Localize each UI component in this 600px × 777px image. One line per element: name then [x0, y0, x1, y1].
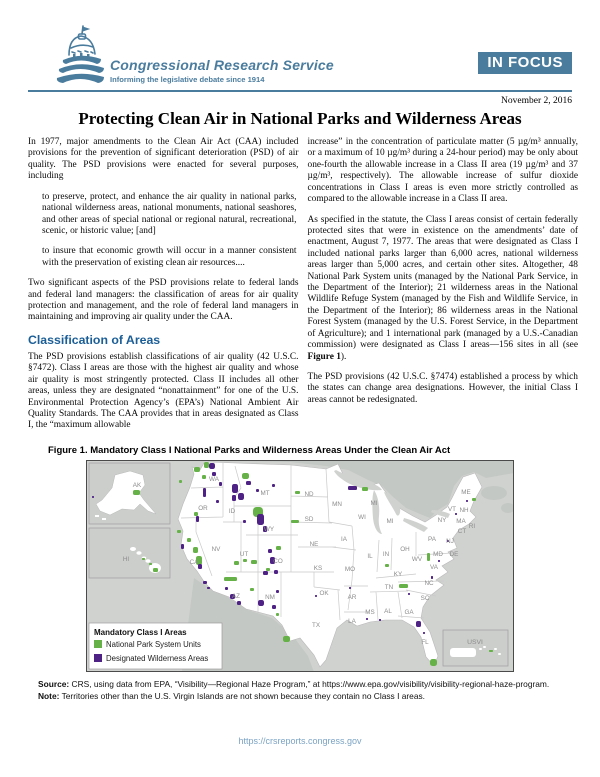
wilderness-area — [379, 619, 381, 621]
wilderness-area — [272, 484, 275, 487]
state-label-mi: MI — [370, 499, 378, 507]
national-park-area — [427, 553, 430, 561]
map-nova-scotia — [481, 486, 507, 500]
state-label-ar: AR — [347, 593, 357, 601]
national-park-area — [276, 546, 281, 550]
wilderness-area — [196, 516, 199, 522]
wilderness-area — [408, 593, 410, 595]
class1-areas-map — [86, 460, 514, 672]
org-name: Congressional Research Service — [110, 57, 334, 73]
state-label-ms: MS — [365, 608, 375, 616]
logo-text — [110, 57, 334, 86]
state-label-ga: GA — [404, 608, 414, 616]
state-label-nv: NV — [211, 545, 221, 553]
legend-title: Mandatory Class I Areas — [94, 627, 187, 637]
national-park-area — [204, 462, 209, 468]
state-label-ct: CT — [457, 527, 467, 535]
national-park-area — [250, 588, 254, 591]
national-park-area — [251, 560, 257, 564]
state-label-az: AZ — [231, 592, 241, 600]
capitol-dome-icon — [55, 24, 105, 86]
state-label-il: IL — [367, 552, 373, 560]
national-park-area — [489, 650, 493, 652]
state-label-la: LA — [348, 617, 356, 625]
national-park-area — [194, 467, 200, 472]
state-label-oh: OH — [400, 545, 410, 553]
national-park-area — [243, 559, 247, 562]
paragraph-text: As specified in the statute, the Class I areas consist of certain federally protected sites that were in existence on the amendments’ date of enactment, August 7, 1977. The areas that were designated as Class I included national parks larger than 6,000 acres, national wilderness areas larger than 5,000 acres, and certain other sites. Altogether, 48 National Park System units (managed by the National Park Service, in the Department of the Interior); 21 wilderness areas in the National Wildlife Refuge System (managed by the Fish and Wildlife Service, in the Department of the Interior); 86 wilderness areas in the National Forest System (managed by the U.S. Forest Service, in the Department of Agriculture); and 1 international park (managed by a U.S.-Canadian commission) were designated as Class I areas—156 sites in all (see — [307, 214, 578, 351]
national-park-area — [202, 475, 206, 479]
legend-label-wilderness: Designated Wilderness Areas — [106, 653, 209, 663]
national-park-area — [153, 568, 158, 572]
state-label-id: ID — [228, 507, 236, 515]
wilderness-area — [216, 500, 219, 503]
publication-date: November 2, 2016 — [501, 96, 572, 106]
wilderness-area — [315, 595, 317, 597]
wilderness-area — [466, 500, 468, 502]
wilderness-area — [243, 520, 246, 523]
wilderness-area — [203, 581, 207, 584]
national-park-area — [430, 659, 437, 666]
state-label-ri: RI — [468, 522, 476, 530]
national-park-area — [177, 530, 181, 533]
state-label-sd: SD — [304, 515, 314, 523]
state-label-wv: WV — [411, 555, 423, 563]
wilderness-area — [92, 496, 94, 498]
logo-row — [28, 26, 572, 86]
wilderness-area — [219, 482, 222, 486]
state-label-nj: NJ — [446, 537, 454, 545]
state-label-me: ME — [461, 488, 471, 496]
wilderness-area — [348, 486, 357, 490]
wilderness-area — [237, 601, 241, 605]
paragraph: The PSD provisions establish classifications of air quality (42 U.S.C. §7472). Class I areas are those with the highest air quality and whose air quality is most stringently protected. Class II includes all other areas, unless they are designated “nonattainment” for one of the U.S. Environmental Protection Agency’s (EPA’s) National Ambient Air Quality Standards. The CAA provides that in areas designated as Class I, the “maximum allowable — [28, 351, 299, 431]
state-label-usvi: USVI — [467, 638, 483, 646]
map-legend — [89, 623, 222, 669]
note-text: Territories other than the U.S. Virgin Islands are not shown because they contain no Class I areas. — [59, 690, 426, 701]
state-label-nc: NC — [424, 579, 434, 587]
national-park-area — [187, 538, 191, 542]
wilderness-area — [423, 632, 425, 634]
state-label-ny: NY — [437, 516, 447, 524]
note-label: Note: — [38, 690, 60, 701]
national-park-area — [399, 584, 408, 588]
national-park-area — [224, 577, 237, 581]
statute-quote-1: to preserve, protect, and enhance the air quality in national parks, national wilderness areas, national monuments, national seashores, and other areas of special national or regional natural, recreational, scenic, or historic value; [and] — [42, 191, 297, 236]
paragraph: Two significant aspects of the PSD provisions relate to federal lands and federal land managers: the classification of areas for air quality protection and management, and the role of federal land managers in maintaining and improving air quality under the CAA. — [28, 278, 299, 323]
national-park-area — [295, 491, 300, 494]
usvi-inset — [443, 630, 508, 666]
state-label-md: MD — [433, 550, 443, 558]
national-park-area — [266, 568, 270, 571]
wilderness-area — [232, 495, 236, 501]
source-label: Source: — [38, 678, 70, 689]
paragraph: The PSD provisions (42 U.S.C. §7474) established a process by which the states can change area designations. However, the initial Class I areas cannot be redesignated. — [307, 372, 578, 405]
state-label-mt: MT — [260, 489, 270, 497]
section-heading-classification: Classification of Areas — [28, 332, 161, 347]
wilderness-area — [455, 513, 457, 515]
in-focus-badge: IN FOCUS — [478, 52, 572, 74]
wilderness-area — [349, 587, 351, 589]
statute-quote-2: to insure that economic growth will occur in a manner consistent with the preservation of existing clean air resources.... — [42, 246, 297, 268]
wilderness-area — [207, 587, 210, 589]
state-label-al: AL — [384, 607, 392, 615]
state-label-nm: NM — [265, 593, 275, 601]
national-park-area — [242, 473, 249, 479]
wilderness-area — [181, 544, 184, 549]
national-park-area — [179, 480, 182, 483]
national-park-area — [149, 563, 152, 565]
state-label-co: CO — [273, 557, 283, 565]
figure-note — [38, 690, 558, 702]
header-rule — [28, 90, 572, 92]
state-label-wy: WY — [263, 525, 275, 533]
state-label-pa: PA — [428, 535, 436, 543]
wilderness-area — [232, 484, 238, 493]
state-label-ak: AK — [132, 481, 142, 489]
paragraph: In 1977, major amendments to the Clean Air Act (CAA) included provisions for the prevention of significant deterioration (PSD) of air quality. The PSD provisions were enacted for several purposes, including — [28, 137, 299, 182]
figure-reference: Figure 1 — [307, 351, 341, 362]
national-park-area — [283, 636, 290, 642]
figure-map — [86, 460, 514, 672]
wilderness-area — [366, 618, 368, 620]
wilderness-area — [416, 621, 421, 627]
wilderness-area — [272, 605, 276, 609]
state-label-tn: TN — [384, 583, 394, 591]
state-label-de: DE — [449, 550, 459, 558]
wilderness-area — [276, 590, 279, 593]
national-park-area — [142, 558, 145, 560]
state-label-mn: MN — [332, 500, 342, 508]
body-columns — [0, 129, 600, 441]
state-label-tx: TX — [311, 621, 321, 629]
wilderness-area — [203, 488, 206, 497]
figure-title: Figure 1. Mandatory Class I National Parks and Wilderness Areas Under the Clean Air Act — [48, 444, 451, 456]
source-text: CRS, using data from EPA, “Visibility—Regional Haze Program,” at https://www.epa.gov/visibility/visibility-regional-haze-program. — [69, 678, 550, 689]
wilderness-area — [431, 576, 433, 579]
figure-source — [38, 678, 558, 690]
state-label-fl: FL — [421, 638, 429, 646]
state-label-ca: CA — [189, 558, 199, 566]
state-label-wa: WA — [209, 475, 219, 483]
legend-swatch-wilderness — [94, 654, 102, 662]
wilderness-area — [209, 463, 215, 469]
state-label-mo: MO — [344, 565, 356, 573]
state-label-nd: ND — [304, 490, 314, 498]
wilderness-area — [263, 571, 268, 575]
legend-label-national-parks: National Park System Units — [106, 639, 201, 649]
state-label-sc: SC — [420, 594, 430, 602]
state-label-ok: OK — [319, 589, 329, 597]
legend-swatch-national-parks — [94, 640, 102, 648]
national-park-area — [194, 512, 198, 516]
state-label-hi: HI — [122, 555, 130, 563]
left-column — [28, 137, 299, 441]
national-park-area — [385, 564, 389, 567]
wilderness-area — [238, 493, 244, 500]
state-label-va: VA — [430, 563, 438, 571]
state-label-wi: WI — [358, 513, 366, 521]
wilderness-area — [274, 570, 278, 574]
wilderness-area — [268, 549, 272, 553]
state-label-ks: KS — [313, 564, 323, 572]
org-tagline: Informing the legislative debate since 1914 — [110, 75, 265, 84]
wilderness-area — [198, 564, 202, 569]
state-label-ut: UT — [239, 550, 249, 558]
state-label-ma: MA — [456, 517, 466, 525]
page-title: Protecting Clean Air in National Parks and Wilderness Areas — [78, 109, 522, 128]
wilderness-area — [225, 587, 228, 590]
paragraph: increase” in the concentration of particulate matter (5 µg/m³ annually, or a maximum of 10 µg/m³ during a 24-hour period) may be only about one-fourth the allowable increase in a Class II area (19 µg/m³ and 37 µg/m³, respectively). The allowable increase of sulfur dioxide concentrations in Class I areas is even more strictly controlled as compared to the allowable increase in a Class II area. — [307, 137, 578, 205]
state-label-vt: VT — [447, 505, 457, 513]
national-park-area — [133, 490, 140, 495]
right-column — [308, 137, 579, 441]
state-label-or: OR — [198, 504, 208, 512]
state-label-ne: NE — [309, 540, 319, 548]
state-label-in: IN — [382, 550, 390, 558]
header — [0, 0, 600, 106]
state-label-ia: IA — [341, 535, 347, 543]
figure-notes — [38, 678, 558, 702]
wilderness-area — [257, 514, 264, 525]
wilderness-area — [258, 600, 264, 606]
wilderness-area — [256, 489, 259, 492]
national-park-area — [291, 520, 299, 523]
crs-reports-link[interactable]: https://crsreports.congress.gov — [238, 736, 362, 746]
alaska-inset — [89, 463, 170, 524]
national-park-area — [276, 613, 279, 616]
wilderness-area — [246, 481, 251, 485]
paragraph-text: ). — [340, 351, 347, 362]
footer — [0, 731, 600, 749]
national-park-area — [472, 498, 476, 501]
wilderness-area — [438, 560, 440, 562]
national-park-area — [362, 487, 368, 491]
national-park-area — [193, 547, 198, 553]
state-label-ky: KY — [393, 570, 403, 578]
paragraph — [308, 215, 579, 363]
state-label-nh: NH — [459, 506, 469, 514]
state-label-mi: MI — [386, 517, 394, 525]
national-park-area — [234, 561, 239, 565]
